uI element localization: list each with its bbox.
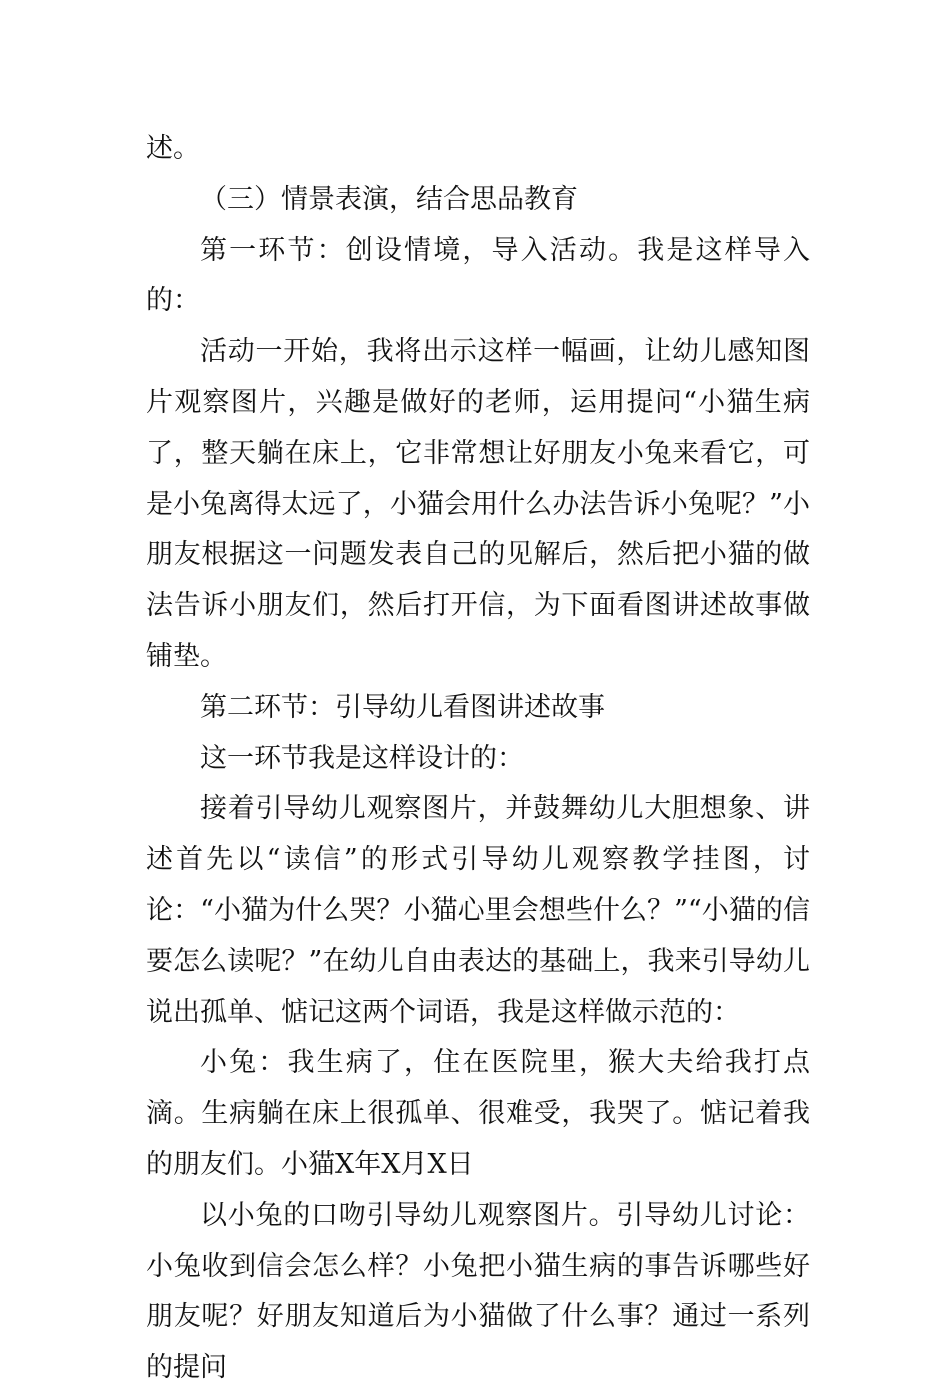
paragraph-activity-start: 活动一开始，我将出示这样一幅画，让幼儿感知图片观察图片，兴趣是做好的老师，运用提问“小猫生病了，整天躺在床上，它非常想让好朋友小兔来看它，可是小兔离得太远了，小猫会用什么办法告诉小兔呢？”小朋友根据这一问题发表自己的见解后，然后把小猫的做法告诉小朋友们，然后打开信，为下面看图讲述故事做铺垫。 xyxy=(146,336,810,672)
paragraph-step-one: 第一环节：创设情境，导入活动。我是这样导入的： xyxy=(146,234,810,317)
paragraph-step-two: 第二环节：引导幼儿看图讲述故事 xyxy=(200,691,605,723)
paragraph-letter: 小兔：我生病了，住在医院里，猴大夫给我打点滴。生病躺在床上很孤单、很难受，我哭了。惦记着我的朋友们。小猫X年X月X日 xyxy=(146,1047,810,1180)
paragraph-design-intro: 这一环节我是这样设计的： xyxy=(200,742,524,774)
paragraph-observe-pictures: 接着引导幼儿观察图片，并鼓舞幼儿大胆想象、讲述首先以“读信”的形式引导幼儿观察教学挂图，讨论：“小猫为什么哭？小猫心里会想些什么？”“小猫的信要怎么读呢？”在幼儿自由表达的基础上，我来引导幼儿说出孤单、惦记这两个词语，我是这样做示范的： xyxy=(146,793,810,1028)
section-heading: （三）情景表演，结合思品教育 xyxy=(200,183,578,215)
document-body xyxy=(146,124,810,1394)
paragraph-discussion: 以小兔的口吻引导幼儿观察图片。引导幼儿讨论：小兔收到信会怎么样？小兔把小猫生病的事告诉哪些好朋友呢？好朋友知道后为小猫做了什么事？通过一系列的提问 xyxy=(146,1199,810,1384)
paragraph-continuation: 述。 xyxy=(146,133,200,164)
